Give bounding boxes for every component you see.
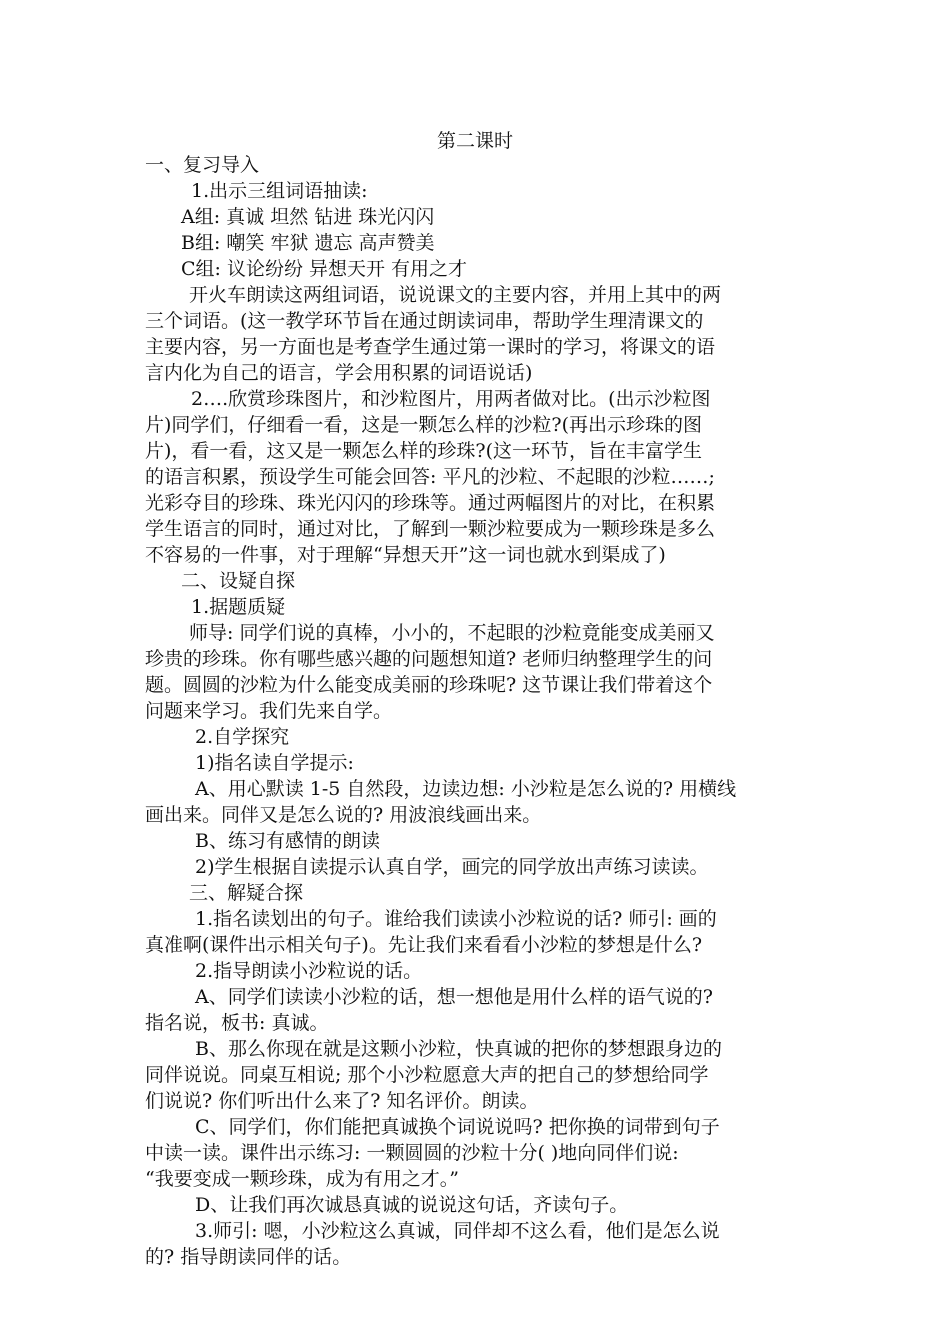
paragraph-line: 开火车朗读这两组词语，说说课文的主要内容，并用上其中的两 — [189, 284, 722, 306]
word-group-b: B组: 嘲笑 牢狱 遗忘 高声赞美 — [181, 232, 435, 254]
paragraph-line: 的语言积累，预设学生可能会回答: 平凡的沙粒、不起眼的沙粒……; — [145, 466, 715, 488]
paragraph-line: 片)同学们，仔细看一看，这是一颗怎么样的沙粒?(再出示珍珠的图 — [145, 414, 703, 436]
paragraph-line: 珍贵的珍珠。你有哪些感兴趣的问题想知道? 老师归纳整理学生的问 — [145, 648, 713, 670]
paragraph-line: 指名说，板书: 真诚。 — [145, 1012, 329, 1034]
paragraph-line: 1.指名读划出的句子。谁给我们读读小沙粒说的话? 师引: 画的 — [195, 908, 717, 930]
page-title: 第二课时 — [436, 130, 513, 152]
word-group-a: A组: 真诚 坦然 钻进 珠光闪闪 — [181, 206, 435, 228]
paragraph-line: D、让我们再次诚恳真诚的说说这句话，齐读句子。 — [195, 1194, 629, 1216]
paragraph-line: A、用心默读 1-5 自然段，边读边想: 小沙粒是怎么说的? 用横线 — [195, 778, 737, 800]
paragraph-line: 1)指名读自学提示: — [195, 752, 354, 774]
paragraph-line: 画出来。同伴又是怎么说的? 用波浪线画出来。 — [145, 804, 542, 826]
word-group-c: C组: 议论纷纷 异想天开 有用之才 — [181, 258, 468, 280]
paragraph-line: 2.指导朗读小沙粒说的话。 — [195, 960, 423, 982]
paragraph-line: “我要变成一颗珍珠，成为有用之才。” — [145, 1168, 459, 1190]
section-heading-review: 一、复习导入 — [145, 154, 260, 176]
paragraph-line: 题。圆圆的沙粒为什么能变成美丽的珍珠呢? 这节课让我们带着这个 — [145, 674, 713, 696]
paragraph-line: C、同学们，你们能把真诚换个词说说吗? 把你换的词带到句子 — [195, 1116, 720, 1138]
paragraph-line: 不容易的一件事，对于理解“异想天开”这一词也就水到渠成了) — [145, 544, 666, 566]
paragraph-line: 2….欣赏珍珠图片，和沙粒图片，用两者做对比。(出示沙粒图 — [191, 388, 711, 410]
paragraph-line: 1.据题质疑 — [191, 596, 286, 618]
paragraph-line: 同伴说说。同桌互相说; 那个小沙粒愿意大声的把自己的梦想给同学 — [145, 1064, 709, 1086]
paragraph-line: B、练习有感情的朗读 — [195, 830, 380, 852]
paragraph-line: A、同学们读读小沙粒的话，想一想他是用什么样的语气说的? — [195, 986, 713, 1008]
paragraph-line: 片)，看一看，这又是一颗怎么样的珍珠?(这一环节，旨在丰富学生 — [145, 440, 703, 462]
paragraph-line: B、那么你现在就是这颗小沙粒，快真诚的把你的梦想跟身边的 — [195, 1038, 722, 1060]
paragraph-line: 真准啊(课件出示相关句子)。先让我们来看看小沙粒的梦想是什么? — [145, 934, 703, 956]
paragraph-line: 光彩夺目的珍珠、珠光闪闪的珍珠等。通过两幅图片的对比，在积累 — [145, 492, 716, 514]
paragraph-line: 2.自学探究 — [195, 726, 290, 748]
paragraph-line: 三个词语。(这一教学环节旨在通过朗读词串，帮助学生理清课文的 — [145, 310, 704, 332]
paragraph-line: 学生语言的同时，通过对比，了解到一颗沙粒要成为一颗珍珠是多么 — [145, 518, 716, 540]
paragraph-line: 3.师引: 嗯，小沙粒这么真诚，同伴却不这么看，他们是怎么说 — [195, 1220, 720, 1242]
paragraph-line: 的? 指导朗读同伴的话。 — [145, 1246, 352, 1268]
paragraph-line: 言内化为自己的语言，学会用积累的词语说话) — [145, 362, 533, 384]
paragraph-line: 主要内容，另一方面也是考查学生通过第一课时的学习，将课文的语 — [145, 336, 716, 358]
paragraph-line: 1.出示三组词语抽读: — [191, 180, 368, 202]
paragraph-line: 师导: 同学们说的真棒，小小的，不起眼的沙粒竟能变成美丽又 — [189, 622, 715, 644]
section-heading-inquiry: 二、设疑自探 — [181, 570, 296, 592]
section-heading-resolve: 三、解疑合探 — [189, 882, 304, 904]
paragraph-line: 2)学生根据自读提示认真自学，画完的同学放出声练习读读。 — [195, 856, 709, 878]
document-body — [145, 152, 810, 1270]
paragraph-line: 问题来学习。我们先来自学。 — [145, 700, 393, 722]
paragraph-line: 中读一读。课件出示练习: 一颗圆圆的沙粒十分( )地向同伴们说: — [145, 1142, 679, 1164]
paragraph-line: 们说说? 你们听出什么来了? 知名评价。朗读。 — [145, 1090, 539, 1112]
